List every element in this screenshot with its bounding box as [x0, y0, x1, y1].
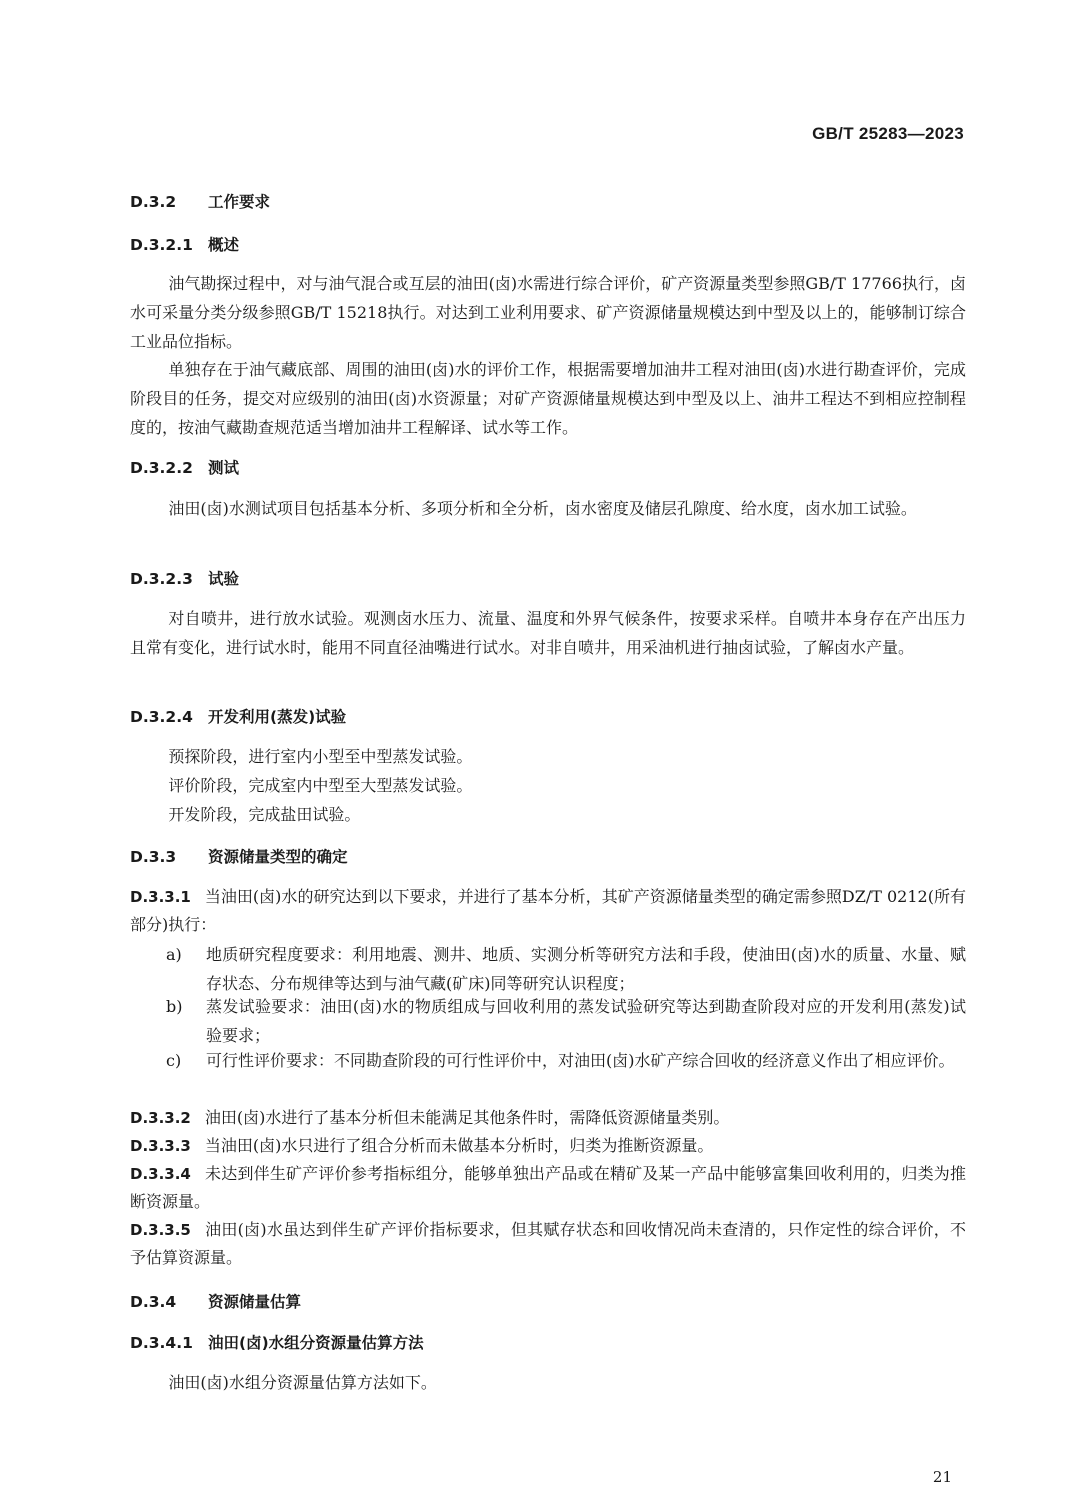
section-number: D.3.2: [130, 193, 177, 211]
paragraph: 评价阶段，完成室内中型至大型蒸发试验。: [168, 776, 473, 795]
section-title: 测试: [208, 459, 240, 477]
list-item-text: 地质研究程度要求：利用地震、测井、地质、实测分析等研究方法和手段，使油田(卤)水的质量、水量、赋存状态、分布规律等达到与油气藏(矿床)同等研究认识程度；: [206, 945, 966, 993]
section-heading-d321: [130, 233, 239, 255]
clause-number: D.3.3.1: [130, 888, 191, 906]
section-number: D.3.2.4: [130, 708, 193, 726]
section-title: 概述: [208, 236, 240, 254]
clause-number: D.3.3.3: [130, 1137, 191, 1155]
paragraph: 单独存在于油气藏底部、周围的油田(卤)水的评价工作，根据需要增加油井工程对油田(卤)水进行勘查评价，完成阶段目的任务，提交对应级别的油田(卤)水资源量；对矿产资源储量规模达到中型及以上、油井工程达不到相应控制程度的，按油气藏勘查规范适当增加油井工程解译、试水等工作。: [130, 360, 966, 437]
section-title: 油田(卤)水组分资源量估算方法: [208, 1334, 424, 1352]
clause-text: 油田(卤)水虽达到伴生矿产评价指标要求，但其赋存状态和回收情况尚未查清的，只作定性的综合评价，不予估算资源量。: [130, 1220, 966, 1267]
section-title: 资源储量估算: [208, 1293, 302, 1311]
paragraph: 油田(卤)水测试项目包括基本分析、多项分析和全分析，卤水密度及储层孔隙度、给水度，卤水加工试验。: [168, 499, 917, 518]
clause-text: 当油田(卤)水的研究达到以下要求，并进行了基本分析，其矿产资源储量类型的确定需参照DZ/T 0212(所有部分)执行：: [130, 887, 966, 934]
section-heading-d341: [130, 1331, 424, 1353]
clause-text: 油田(卤)水进行了基本分析但未能满足其他条件时，需降低资源储量类别。: [204, 1108, 730, 1127]
paragraph: 油田(卤)水组分资源量估算方法如下。: [168, 1373, 437, 1392]
section-title: 工作要求: [208, 193, 271, 211]
section-number: D.3.4.1: [130, 1334, 193, 1352]
document-code: GB/T 25283—2023: [812, 124, 964, 143]
section-number: D.3.2.2: [130, 459, 193, 477]
clause-d333: [130, 1132, 966, 1160]
section-heading-d34: [130, 1290, 301, 1312]
list-marker: a): [166, 945, 182, 964]
clause-d334: [130, 1160, 966, 1216]
section-heading-d33: [130, 845, 348, 867]
clause-d332: [130, 1104, 966, 1132]
page-number: 21: [932, 1468, 952, 1486]
list-item: [166, 940, 966, 998]
list-item: [166, 1046, 966, 1075]
list-marker: b): [166, 997, 183, 1016]
section-title: 试验: [208, 570, 240, 588]
section-title: 开发利用(蒸发)试验: [208, 708, 347, 726]
paragraph: 预探阶段，进行室内小型至中型蒸发试验。: [168, 747, 473, 766]
section-number: D.3.2.3: [130, 570, 193, 588]
list-item: [166, 992, 966, 1050]
section-heading-d324: [130, 705, 346, 727]
clause-number: D.3.3.2: [130, 1109, 191, 1127]
paragraph: 对自喷井，进行放水试验。观测卤水压力、流量、温度和外界气候条件，按要求采样。自喷井本身存在产出压力且常有变化，进行试水时，能用不同直径油嘴进行试水。对非自喷井，用采油机进行抽卤试验，了解卤水产量。: [130, 609, 966, 657]
clause-number: D.3.3.5: [130, 1221, 191, 1239]
clause-d331: [130, 883, 966, 939]
paragraph: 开发阶段，完成盐田试验。: [168, 805, 361, 824]
section-heading-d322: [130, 456, 239, 478]
section-title: 资源储量类型的确定: [208, 848, 348, 866]
section-heading-d323: [130, 567, 239, 589]
list-item-text: 蒸发试验要求：油田(卤)水的物质组成与回收利用的蒸发试验研究等达到勘查阶段对应的开发利用(蒸发)试验要求；: [206, 997, 966, 1045]
section-number: D.3.3: [130, 848, 177, 866]
clause-d335: [130, 1216, 966, 1272]
section-heading-d32: [130, 190, 270, 212]
list-marker: c): [166, 1051, 182, 1070]
clause-number: D.3.3.4: [130, 1165, 191, 1183]
clause-text: 当油田(卤)水只进行了组合分析而未做基本分析时，归类为推断资源量。: [204, 1136, 714, 1155]
section-number: D.3.4: [130, 1293, 177, 1311]
section-number: D.3.2.1: [130, 236, 193, 254]
clause-text: 未达到伴生矿产评价参考指标组分，能够单独出产品或在精矿及某一产品中能够富集回收利用的，归类为推断资源量。: [130, 1164, 966, 1211]
paragraph: 油气勘探过程中，对与油气混合或互层的油田(卤)水需进行综合评价，矿产资源量类型参照GB/T 17766执行，卤水可采量分类分级参照GB/T 15218执行。对达到工业利用要求、矿产资源储量规模达到中型及以上的，能够制订综合工业品位指标。: [130, 274, 966, 351]
list-item-text: 可行性评价要求：不同勘查阶段的可行性评价中，对油田(卤)水矿产综合回收的经济意义作出了相应评价。: [206, 1051, 955, 1070]
